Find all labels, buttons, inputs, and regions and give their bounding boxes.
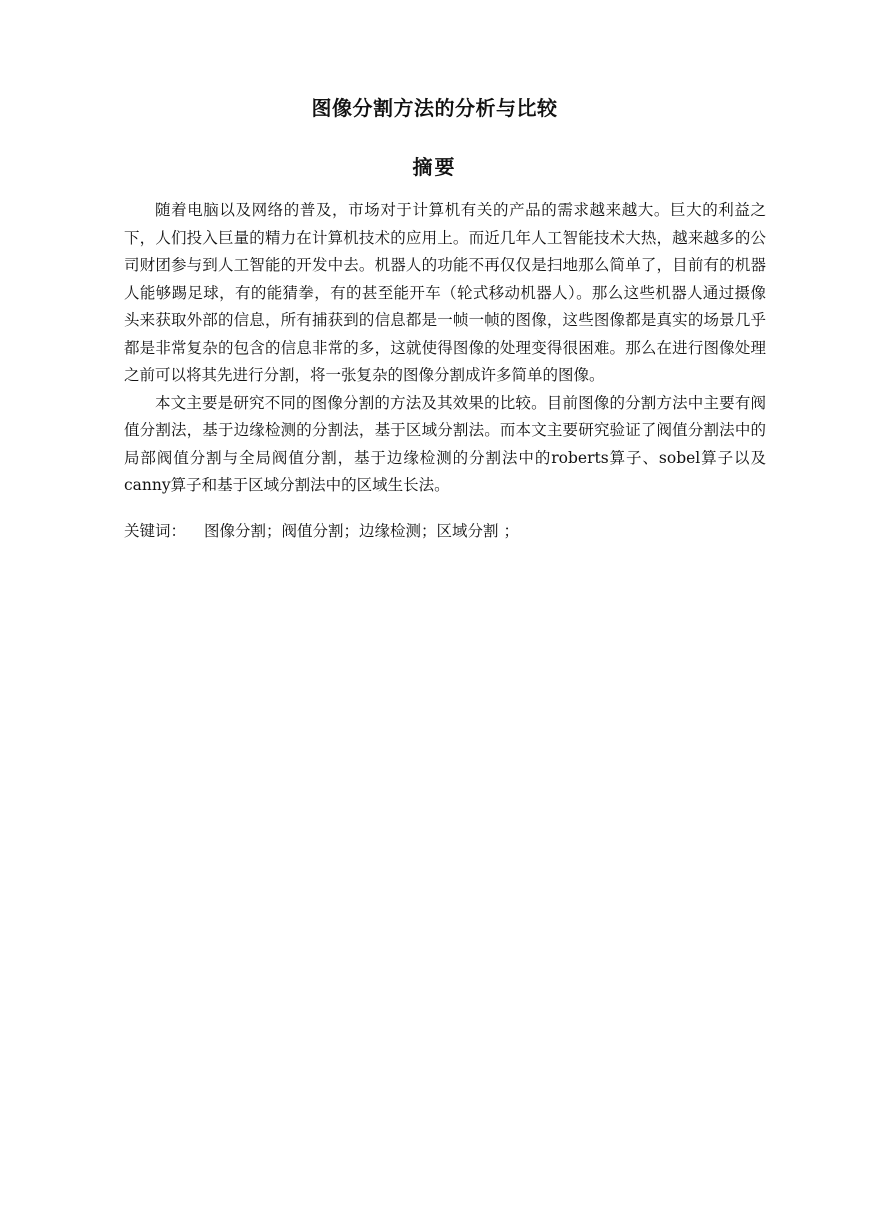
document-title: 图像分割方法的分析与比较 <box>311 96 558 120</box>
keywords-value: 图像分割；阀值分割；边缘检测；区域分割 ； <box>204 521 519 540</box>
abstract-body <box>124 197 766 545</box>
keywords-label: 关键词： <box>124 521 187 540</box>
abstract-paragraph-1: 随着电脑以及网络的普及，市场对于计算机有关的产品的需求越来越大。巨大的利益之下，人们投入巨量的精力在计算机技术的应用上。而近几年人工智能技术大热，越来越多的公司财团参与到人工智能的开发中去。机器人的功能不再仅仅是扫地那么简单了，目前有的机器人能够踢足球，有的能猜拳，有的甚至能开车（轮式移动机器人）。那么这些机器人通过摄像头来获取外部的信息，所有捕获到的信息都是一帧一帧的图像，这些图像都是真实的场景几乎都是非常复杂的包含的信息非常的多，这就使得图像的处理变得很困难。那么在进行图像处理之前可以将其先进行分割，将一张复杂的图像分割成许多简单的图像。 <box>124 201 766 384</box>
abstract-heading: 摘要 <box>412 155 457 179</box>
abstract-paragraph-2: 本文主要是研究不同的图像分割的方法及其效果的比较。目前图像的分割方法中主要有阀值分割法，基于边缘检测的分割法，基于区域分割法。而本文主要研究验证了阀值分割法中的局部阀值分割与全局阀值分割，基于边缘检测的分割法中的roberts算子、sobel算子以及canny算子和基于区域分割法中的区域生长法。 <box>124 393 766 494</box>
keywords-line <box>124 518 766 546</box>
